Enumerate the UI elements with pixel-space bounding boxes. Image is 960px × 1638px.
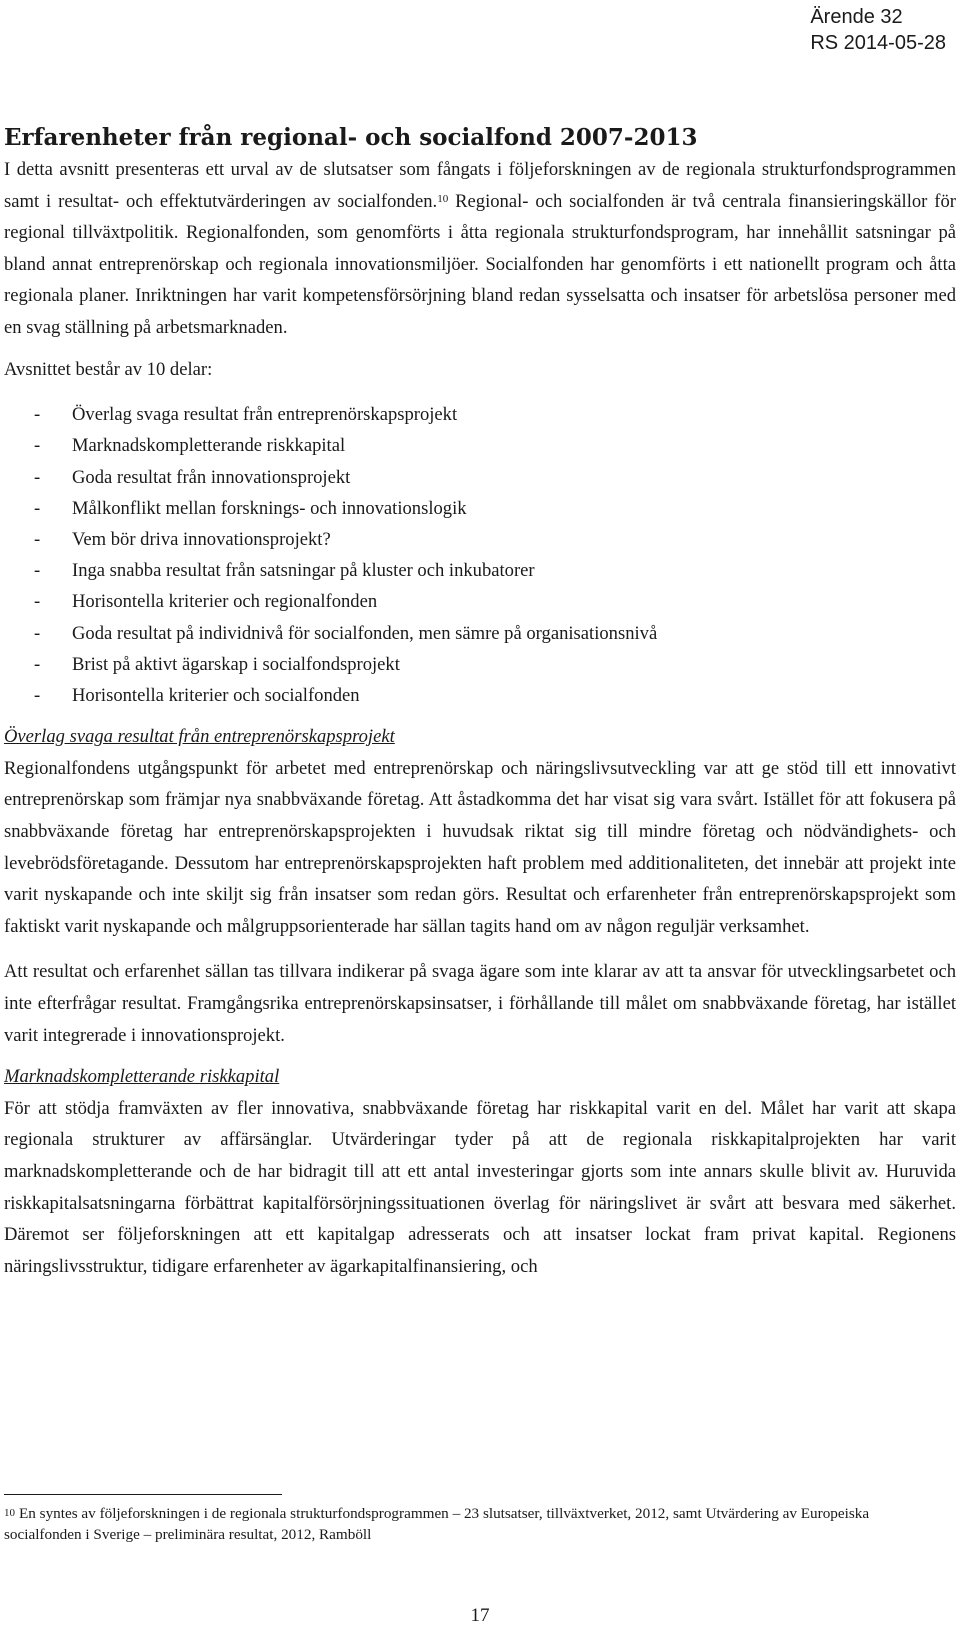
list-dash: -	[34, 528, 41, 550]
list-item	[4, 399, 956, 430]
list-item	[4, 524, 956, 555]
list-item-text: Goda resultat från innovationsprojekt	[72, 466, 351, 488]
section-title: Erfarenheter från regional- och socialfond 2007-2013	[4, 124, 698, 151]
document-body	[4, 122, 956, 1282]
case-header	[810, 4, 946, 56]
list-dash: -	[34, 622, 41, 644]
parts-list	[4, 399, 956, 711]
parts-intro: Avsnittet består av 10 delar:	[4, 358, 213, 380]
footnote	[4, 1503, 934, 1545]
list-item-text: Horisontella kriterier och socialfonden	[72, 684, 360, 706]
list-item	[4, 493, 956, 524]
intro-text-b: Regional- och socialfonden är två centrala finansieringskällor för regional tillväxtpolitik. Regionalfonden, som genomförts i åtta regionala strukturfondsprogram, har innehållit satsningar på bland annat entreprenörskap och regionala innovationsmiljöer. Socialfonden har genomförts i ett nationellt program och åtta regionala planer. Inriktningen har varit kompetensförsörjning bland redan sysselsatta och insatser för arbetslösa personer med en svag ställning på arbetsmarknaden.	[4, 190, 956, 338]
list-item-text: Inga snabba resultat från satsningar på kluster och inkubatorer	[72, 560, 535, 582]
list-dash: -	[34, 653, 41, 675]
list-dash: -	[34, 435, 41, 457]
list-dash: -	[34, 497, 41, 519]
list-dash: -	[34, 560, 41, 582]
risk-capital-paragraph: För att stödja framväxten av fler innovativa, snabbväxande företag har riskkapital varit en del. Målet har varit att skapa regionala strukturer av affärsänglar. Utvärderingar tyder på att de regionala riskkapitalprojekten har varit marknadskompletterande och de har bidragit till att ett antal investeringar gjorts som inte annars skulle blivit av. Huruvida riskkapitalsatsningarna förbättrat kapitalförsörjningssituationen överlag för näringslivet är svårt att besvara med säkerhet. Däremot ser följeforskningen att ett kapitalgap adresserats och att insatser lockat fram privat kapital. Regionens näringslivsstruktur, tidigare erfarenheter av ägarkapitalfinansiering, och	[4, 1097, 956, 1277]
list-item-text: Vem bör driva innovationsprojekt?	[72, 528, 331, 550]
list-item-text: Målkonflikt mellan forsknings- och innovationslogik	[72, 497, 467, 519]
list-dash: -	[34, 404, 41, 426]
intro-paragraph	[4, 154, 956, 344]
list-dash: -	[34, 466, 41, 488]
list-item-text: Marknadskompletterande riskkapital	[72, 435, 346, 457]
list-dash: -	[34, 591, 41, 613]
list-item-text: Överlag svaga resultat från entreprenörskapsprojekt	[72, 404, 458, 426]
entrepreneurship-paragraph-2: Att resultat och erfarenhet sällan tas tillvara indikerar på svaga ägare som inte klarar av att ta ansvar för utvecklingsarbetet och inte efterfrågar resultat. Framgångsrika entreprenörskapsinsatser, i förhållande till målet om snabbväxande företag, har istället varit integrerade i innovationsprojekt.	[4, 961, 956, 1046]
list-item	[4, 430, 956, 461]
list-item	[4, 462, 956, 493]
list-dash: -	[34, 684, 41, 706]
footnote-number: 10	[4, 1507, 15, 1519]
list-item-text: Horisontella kriterier och regionalfonden	[72, 591, 378, 613]
case-number: Ärende 32	[810, 6, 903, 28]
list-item	[4, 618, 956, 649]
entrepreneurship-paragraph-1: Regionalfondens utgångspunkt för arbetet med entreprenörskap och näringslivsutveckling var att ge stöd till ett innovativt entreprenörskap som främjar nya snabbväxande företag. Att åstadkomma det har visat sig vara svårt. Istället för att fokusera på snabbväxande företag har entreprenörskapsprojekten i huvudsak riktat sig till mindre företag och nödvändighets- och levebrödsföretagande. Dessutom har entreprenörskapsprojekten haft problem med additionaliteten, det innebär att projekt inte varit nyskapande och inte skiljt sig från insatser som redan görs. Resultat och erfarenheter från entreprenörskapsprojekt som faktiskt varit nyskapande och målgruppsorienterade har sällan tagits hand om av någon reguljär verksamhet.	[4, 757, 956, 937]
intro-text-a: I detta avsnitt presenteras ett urval av de slutsatser som fångats i följeforskningen av de regionala strukturfondsprogrammen samt i resultat- och effektutvärderingen av socialfonden.	[4, 159, 956, 212]
list-item	[4, 649, 956, 680]
list-item-text: Goda resultat på individnivå för socialfonden, men sämre på organisationsnivå	[72, 622, 658, 644]
subheading-risk-capital: Marknadskompletterande riskkapital	[4, 1066, 280, 1088]
list-item	[4, 555, 956, 586]
case-date: RS 2014-05-28	[810, 32, 946, 54]
list-item	[4, 586, 956, 617]
list-item-text: Brist på aktivt ägarskap i socialfondsprojekt	[72, 653, 400, 675]
subheading-entrepreneurship: Överlag svaga resultat från entreprenörskapsprojekt	[4, 726, 395, 748]
footnote-reference[interactable]: 10	[437, 192, 449, 205]
footnote-separator	[4, 1494, 282, 1495]
list-item	[4, 680, 956, 711]
footnote-text: En syntes av följeforskningen i de regionala strukturfondsprogrammen – 23 slutsatser, tillväxtverket, 2012, samt Utvärdering av Europeiska socialfonden i Sverige – preliminära resultat, 2012, Ramböll	[4, 1505, 870, 1543]
page-number: 17	[470, 1605, 490, 1626]
